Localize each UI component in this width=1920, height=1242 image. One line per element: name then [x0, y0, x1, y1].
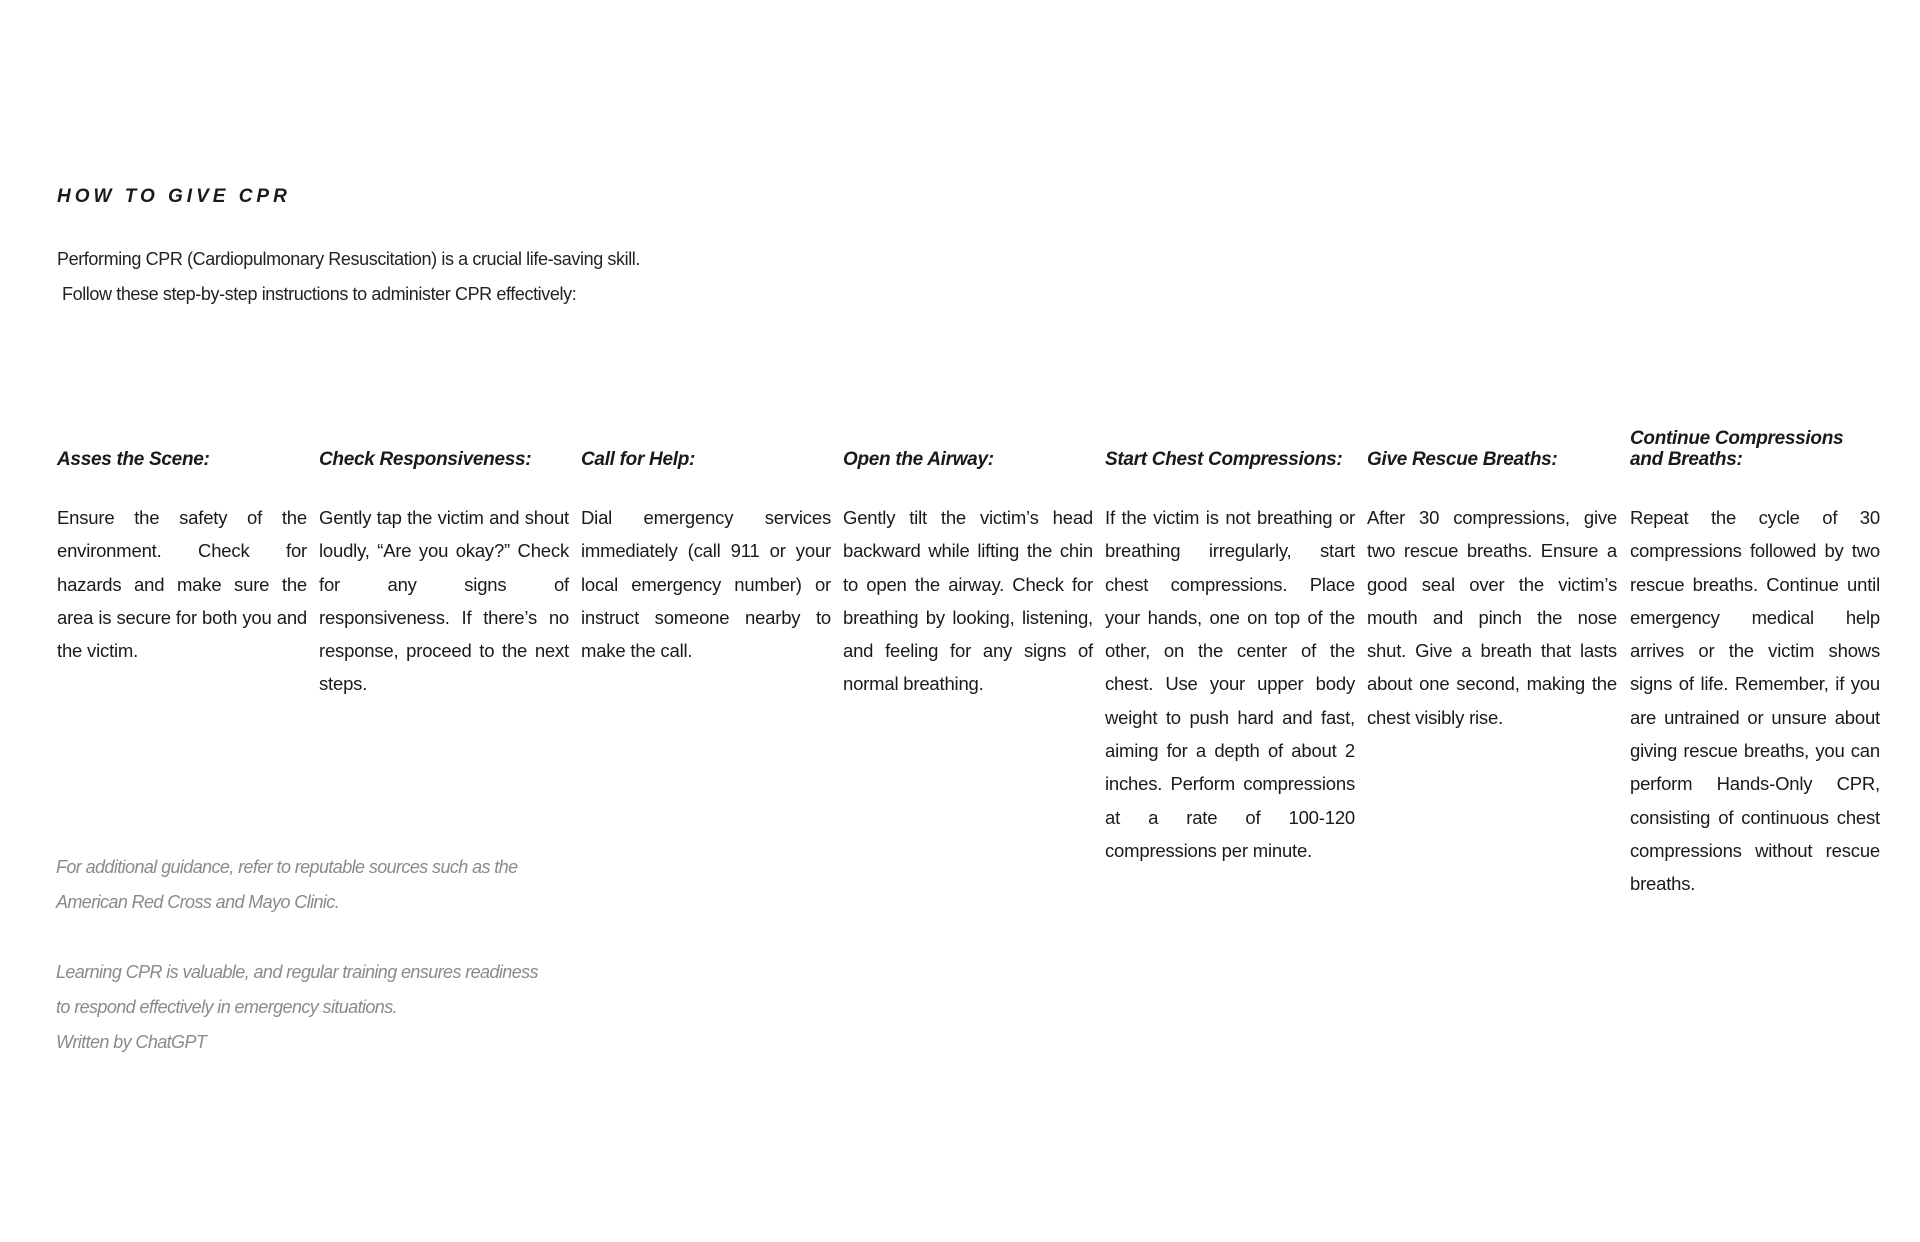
- closing-note-line-1: Learning CPR is valuable, and regular training ensures readiness: [56, 962, 538, 982]
- step-heading: Call for Help:: [581, 449, 696, 470]
- step-heading: Check Responsiveness:: [319, 449, 532, 470]
- step-chest-compressions: [1105, 420, 1355, 867]
- step-heading: Asses the Scene:: [57, 449, 210, 470]
- step-continue-cycle: [1630, 420, 1880, 901]
- step-asses-scene: [57, 420, 307, 667]
- step-body: Gently tap the victim and shout loudly, “Are you okay?” Check for any signs of responsiveness. If there’s no response, proceed to the next steps.: [319, 507, 569, 695]
- step-body: Repeat the cycle of 30 compressions followed by two rescue breaths. Continue until emergency medical help arrives or the victim shows signs of life. Remember, if you are untrained or unsure about giving rescue breaths, you can perform Hands-Only CPR, consisting of continuous chest compressions without rescue breaths.: [1630, 507, 1880, 895]
- intro-text: [57, 242, 640, 312]
- step-heading: Start Chest Compressions:: [1105, 449, 1343, 470]
- step-check-responsiveness: [319, 420, 569, 701]
- page-title: HOW TO GIVE CPR: [57, 186, 291, 207]
- intro-line-2: Follow these step-by-step instructions to administer CPR effectively:: [62, 284, 577, 304]
- step-body: Dial emergency services immediately (call 911 or your local emergency number) or instruct someone nearby to make the call.: [581, 507, 831, 662]
- intro-line-1: Performing CPR (Cardiopulmonary Resuscitation) is a crucial life-saving skill.: [57, 249, 641, 269]
- guidance-note-line-1: For additional guidance, refer to reputable sources such as the: [56, 857, 518, 877]
- step-rescue-breaths: [1367, 420, 1617, 734]
- step-heading: Continue Compressions and Breaths:: [1630, 428, 1844, 470]
- step-heading: Open the Airway:: [843, 449, 994, 470]
- author-credit: Written by ChatGPT: [56, 1032, 207, 1052]
- step-heading: Give Rescue Breaths:: [1367, 449, 1558, 470]
- step-call-for-help: [581, 420, 831, 667]
- step-open-airway: [843, 420, 1093, 701]
- step-body: After 30 compressions, give two rescue breaths. Ensure a good seal over the victim’s mouth and pinch the nose shut. Give a breath that lasts about one second, making the chest visibly rise.: [1367, 507, 1617, 728]
- step-body: Gently tilt the victim’s head backward while lifting the chin to open the airway. Check for breathing by looking, listening, and feeling for any signs of normal breathing.: [843, 507, 1093, 695]
- closing-note-line-2: to respond effectively in emergency situations.: [56, 997, 397, 1017]
- footer-notes: [56, 850, 576, 1060]
- step-body: If the victim is not breathing or breathing irregularly, start chest compressions. Place your hands, one on top of the other, on the center of the chest. Use your upper body weight to push hard and fast, aiming for a depth of about 2 inches. Perform compressions at a rate of 100-120 compressions per minute.: [1105, 507, 1355, 861]
- guidance-note-line-2: American Red Cross and Mayo Clinic.: [56, 892, 340, 912]
- step-body: Ensure the safety of the environment. Check for hazards and make sure the area is secure for both you and the victim.: [57, 507, 307, 662]
